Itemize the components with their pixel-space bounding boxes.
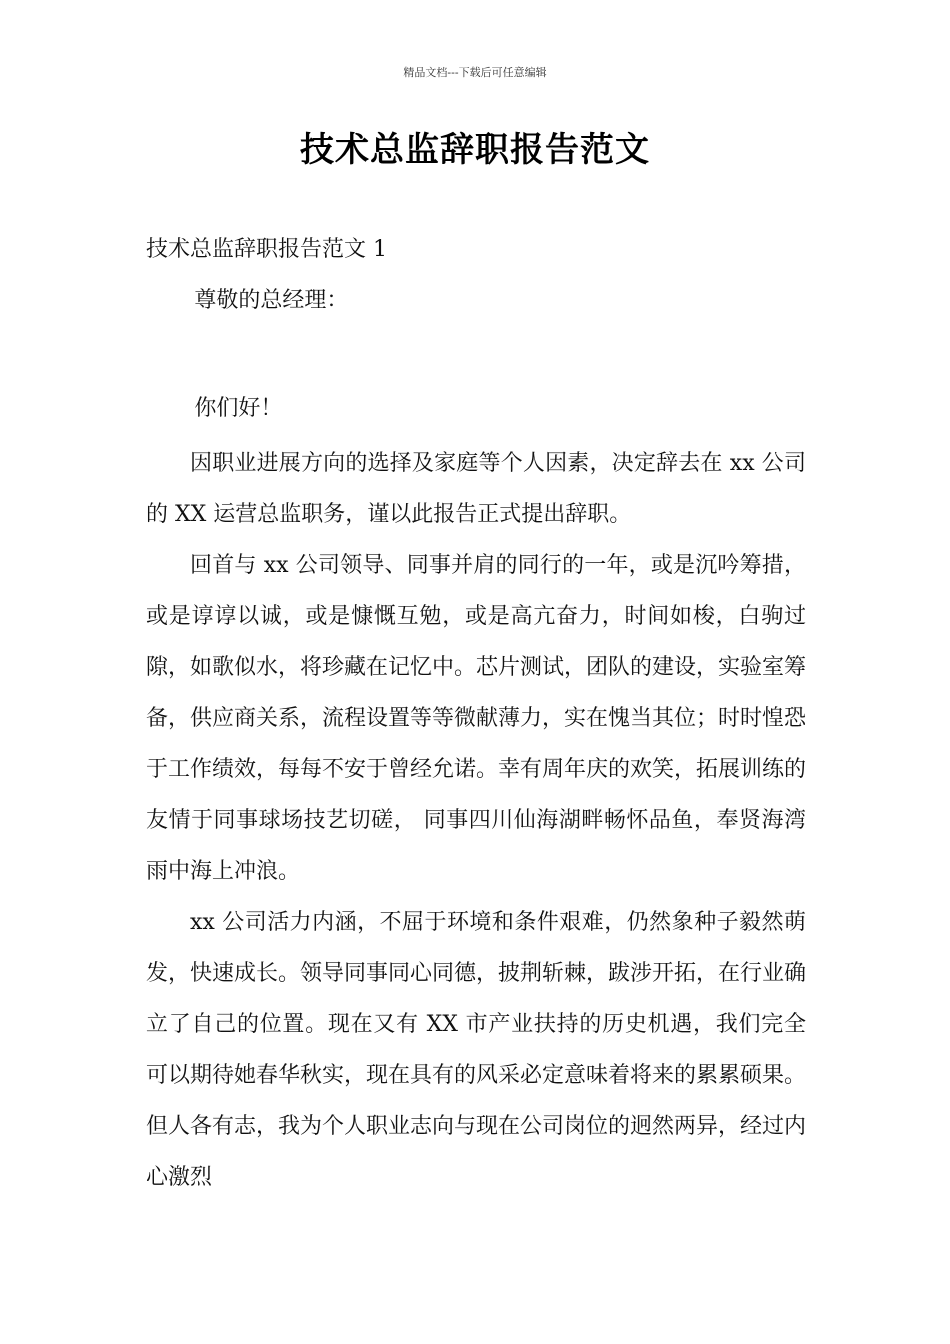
paragraph: 回首与 xx 公司领导、同事并肩的同行的一年，或是沉吟筹措，或是谆谆以诚，或是慷慨互勉，或是高亢奋力，时间如梭，白驹过隙，如歌似水，将珍藏在记忆中。芯片测试，团队的建设，实验室筹备，供应商关系，流程设置等等微献薄力，实在愧当其位；时时惶恐于工作绩效，每每不安于曾经允诺。幸有周年庆的欢笑，拓展训练的友情于同事球场技艺切磋， 同事四川仙海湖畔畅怀品鱼，奉贤海湾雨中海上冲浪。 bbox=[146, 553, 807, 884]
header-watermark: 精品文档---下载后可任意编辑 bbox=[403, 66, 547, 79]
paragraph: xx 公司活力内涵，不屈于环境和条件艰难，仍然象种子毅然萌发，快速成长。领导同事同心同德，披荆斩棘，跋涉开拓，在行业确立了自己的位置。现在又有 XX 市产业扶持的历史机遇，我们完全可以期待她春华秋实，现在具有的风采必定意味着将来的累累硕果。但人各有志，我为个人职业志向与现在公司岗位的迥然两异，经过内心激烈 bbox=[146, 910, 807, 1190]
greeting: 你们好！ bbox=[194, 396, 283, 421]
section-title: 技术总监辞职报告范文 1 bbox=[146, 237, 387, 262]
blank-line bbox=[146, 330, 806, 387]
document-title: 技术总监辞职报告范文 bbox=[300, 130, 650, 170]
salutation: 尊敬的总经理： bbox=[194, 288, 349, 313]
document-body bbox=[146, 228, 806, 1203]
paragraph: 因职业进展方向的选择及家庭等个人因素，决定辞去在 xx 公司的 XX 运营总监职务，谨以此报告正式提出辞职。 bbox=[146, 451, 806, 527]
